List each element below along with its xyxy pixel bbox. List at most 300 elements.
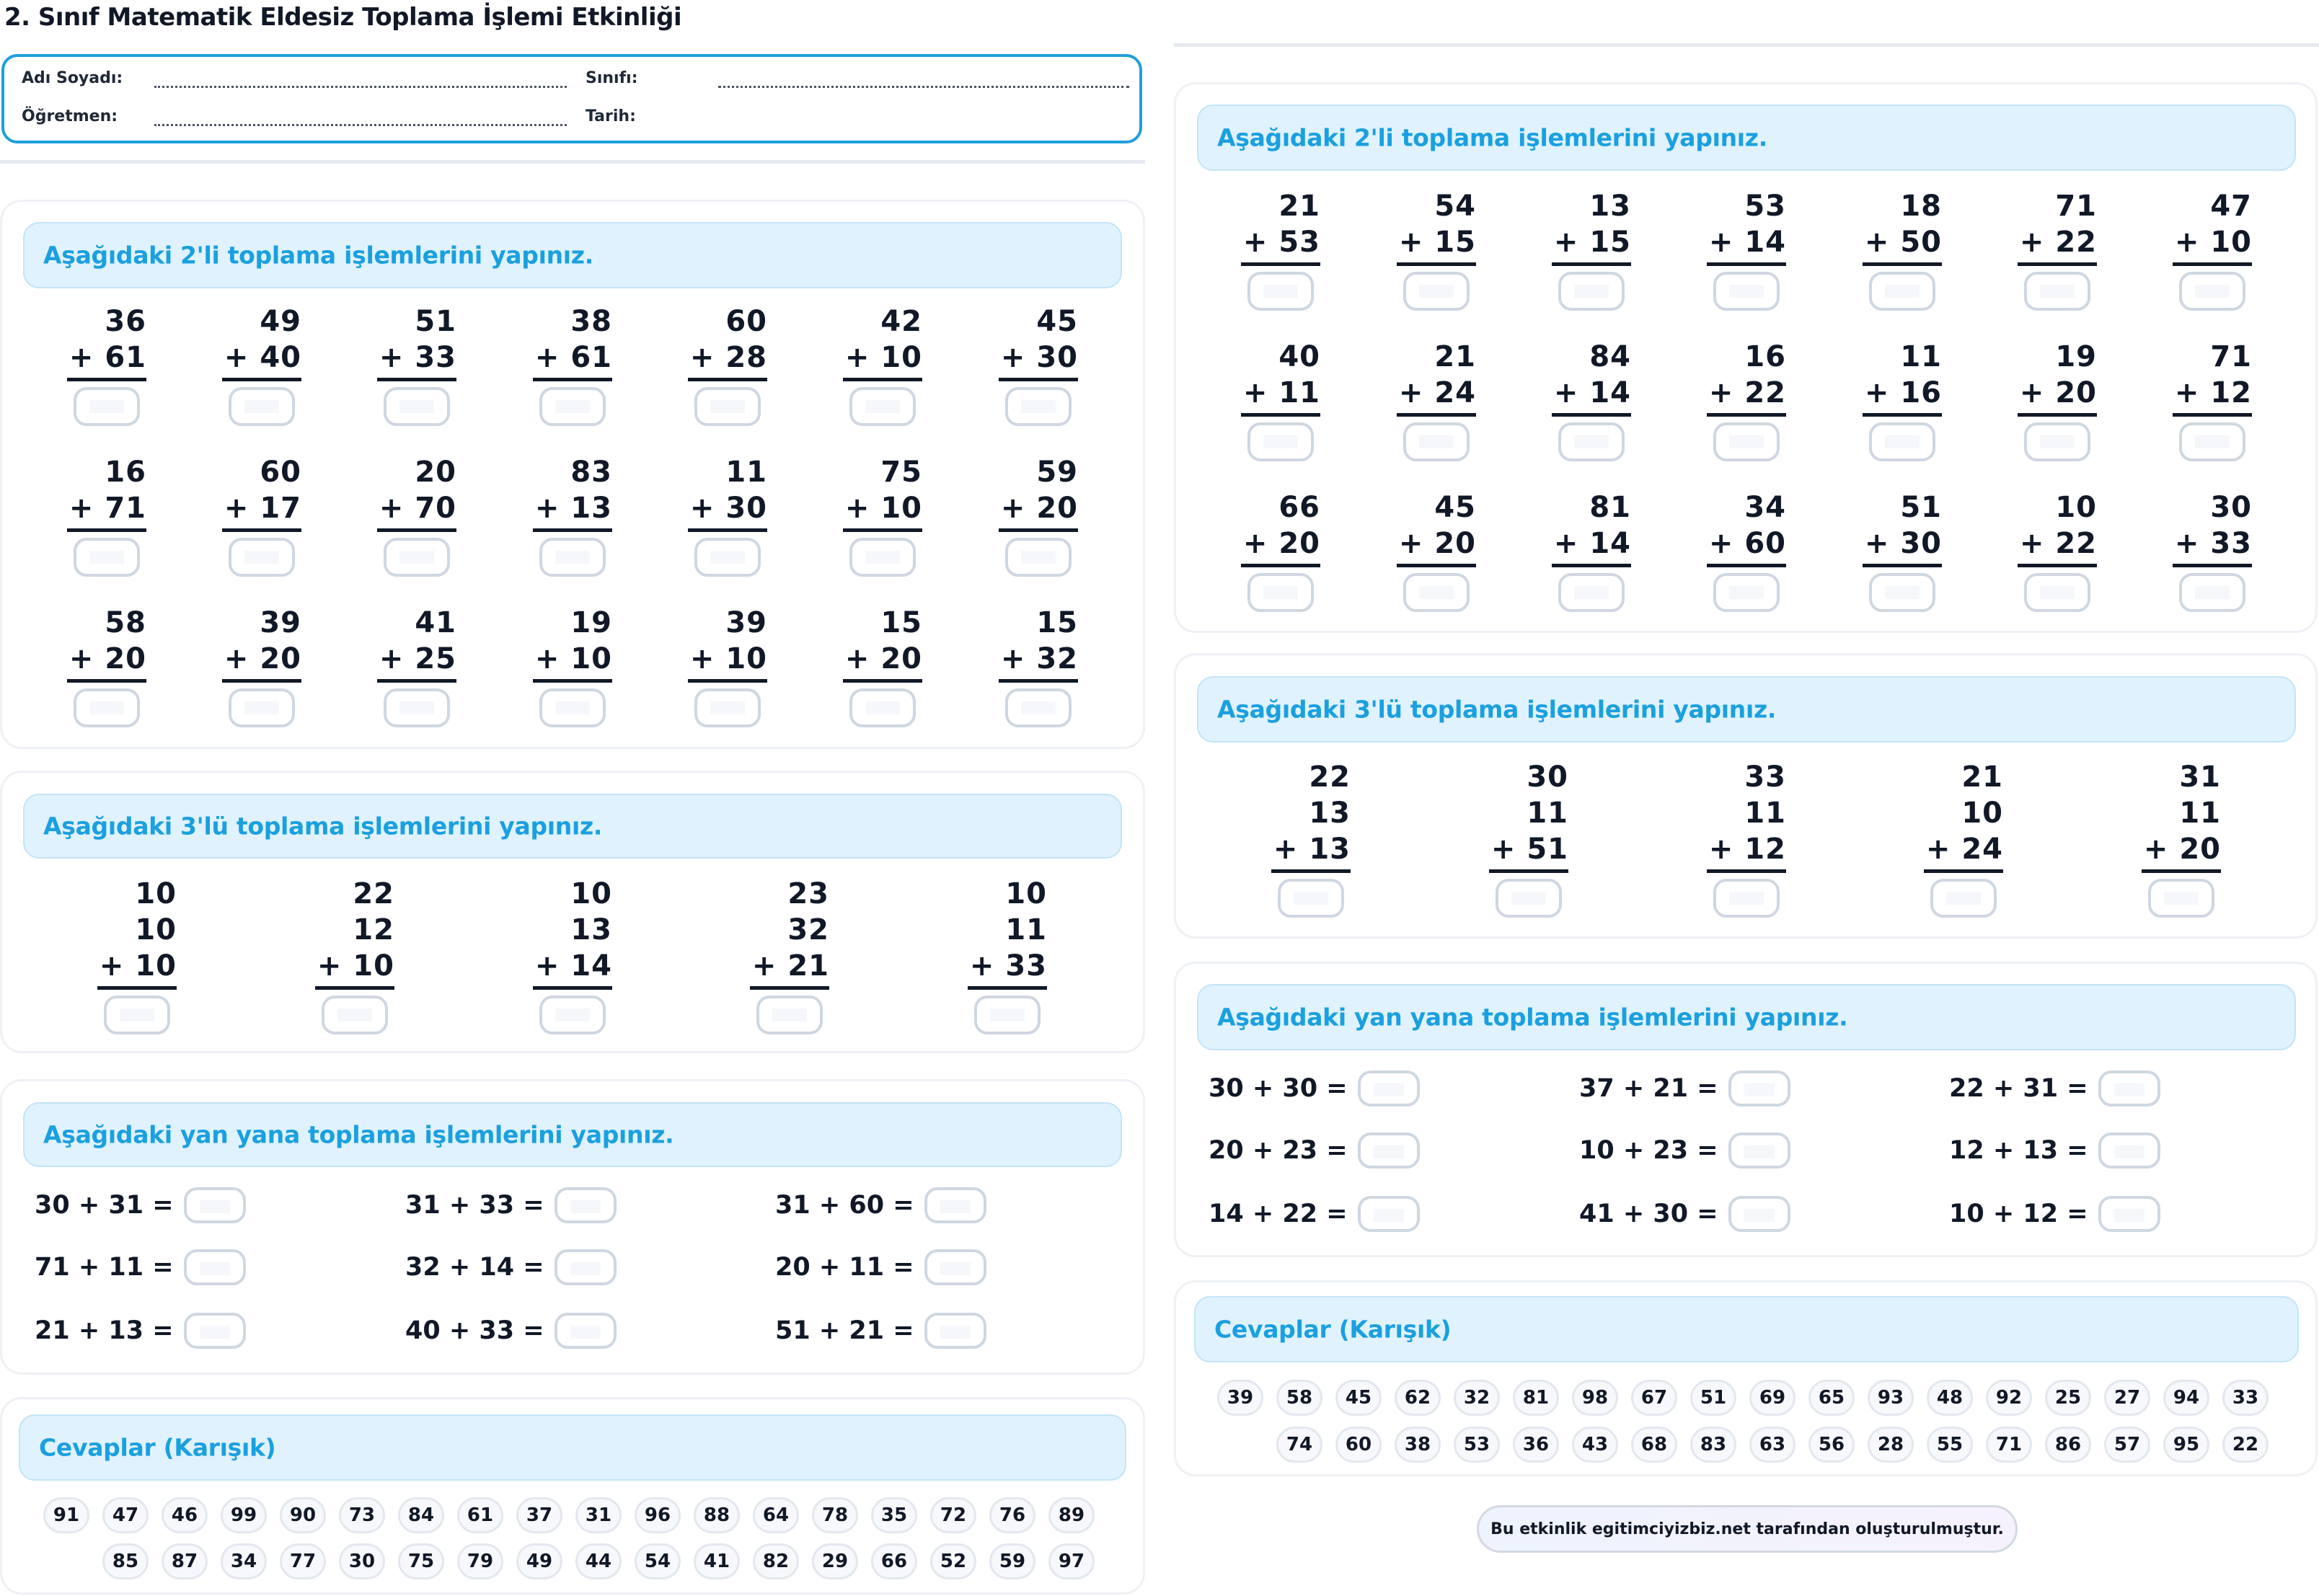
sum-line [1241,413,1320,417]
answer-chip: 49 [516,1543,562,1579]
addend-with-plus: + 10 [99,949,177,983]
addend: 42 [880,305,922,338]
answer-box[interactable] [924,1249,986,1285]
addend: 84 [1589,340,1631,373]
addition-problem [843,454,922,577]
answer-chip: 75 [398,1543,444,1579]
addend-with-plus: + 22 [2019,527,2097,560]
answer-chip: 94 [2163,1380,2209,1416]
sum-line [999,528,1078,532]
sum-line [1863,413,1942,417]
addend: 59 [1036,456,1078,489]
addend: 45 [1434,491,1476,524]
sum-line [377,378,456,381]
answer-chip: 55 [1927,1427,1973,1463]
answer-box[interactable] [384,688,450,727]
answer-box[interactable] [756,996,823,1034]
answer-box[interactable] [74,387,140,426]
answer-box[interactable] [229,538,295,577]
addition-problem [1707,489,1786,612]
answer-box[interactable] [924,1187,986,1223]
answer-chip: 98 [1572,1380,1618,1416]
addend-with-plus: + 14 [1553,527,1631,560]
section-heading-text: Aşağıdaki 2'li toplama işlemlerini yapınız. [43,241,593,270]
addition-problem [222,454,301,577]
answer-chip: 90 [280,1497,326,1533]
answer-box[interactable] [1728,1070,1790,1107]
teacher-field[interactable] [154,124,567,126]
addition-problem [843,605,922,727]
addition-problem [222,303,301,426]
addition-problem [1707,759,1786,918]
answer-box[interactable] [1930,879,1997,918]
answer-chip: 27 [2104,1380,2150,1416]
answer-box[interactable] [694,387,761,426]
answer-box[interactable] [229,387,295,426]
addend: 18 [1900,190,1942,223]
section-heading [1197,984,2296,1050]
horizontal-problem [1949,1070,2160,1107]
sum-line [1924,869,2003,873]
addend-with-plus: + 12 [2174,376,2252,409]
answer-box[interactable] [2098,1196,2160,1232]
sum-line [377,679,456,683]
answer-box[interactable] [2179,422,2245,461]
addend-with-plus: + 13 [534,492,612,525]
divider [1174,43,2319,47]
answer-box[interactable] [1713,573,1780,612]
addend-with-plus: + 61 [534,341,612,374]
addend-with-plus: + 30 [1864,527,1942,560]
sum-line [222,679,301,683]
sum-line [97,986,177,990]
addend: 19 [570,606,612,639]
horizontal-problem [1209,1132,1420,1169]
horizontal-problem [35,1313,246,1349]
addend: 12 [353,913,394,946]
addend: 39 [260,606,301,639]
addition-problem [1397,489,1476,612]
sum-line [2018,413,2097,417]
divider [0,160,1145,164]
sum-line [222,528,301,532]
addition-problem [97,876,177,1034]
addend: 30 [2210,491,2252,524]
addend-with-plus: + 20 [1242,527,1320,560]
answer-box[interactable] [2098,1070,2160,1107]
answer-chip: 67 [1631,1380,1677,1416]
sum-line [533,528,612,532]
addend: 51 [415,305,456,338]
answer-chip: 60 [1335,1427,1382,1463]
answer-chip: 53 [1454,1427,1500,1463]
answer-chip: 31 [575,1497,622,1533]
addend: 71 [2210,340,2252,373]
answer-chip: 32 [1454,1380,1500,1416]
answer-box[interactable] [184,1249,246,1285]
addition-problem [1924,759,2003,918]
sum-line [1707,869,1786,873]
answer-box[interactable] [1728,1132,1790,1169]
addition-problem [2018,339,2097,461]
addend: 38 [570,305,612,338]
answer-chip: 63 [1749,1427,1795,1463]
answer-box[interactable] [2024,272,2090,311]
addend: 22 [1309,761,1351,794]
addition-problem [533,605,612,727]
equation: 30 + 30 = [1209,1074,1348,1103]
addend-with-plus: + 33 [2174,527,2252,560]
answer-box[interactable] [1278,879,1344,918]
answer-box[interactable] [1728,1196,1790,1232]
addend-with-plus: + 20 [224,642,301,675]
addend: 41 [415,606,456,639]
answer-box[interactable] [1558,272,1625,311]
addend: 60 [260,456,301,489]
addition-problem [1241,339,1320,461]
answer-chip: 57 [2104,1427,2150,1463]
addend: 15 [880,606,922,639]
section-heading [23,794,1122,859]
sum-line [2018,262,2097,266]
answer-box[interactable] [694,538,761,577]
answer-box[interactable] [1005,538,1072,577]
addition-problem [2173,489,2252,612]
addition-problem [750,876,829,1034]
addend-with-plus: + 22 [2019,226,2097,259]
sum-line [2142,869,2221,873]
class-field[interactable] [718,86,1129,88]
addition-problem [999,605,1078,727]
sum-line [1707,564,1786,567]
addend: 34 [1744,491,1786,524]
answer-chip: 62 [1395,1380,1441,1416]
addend-with-plus: + 22 [1708,376,1786,409]
addition-problem [1241,188,1320,311]
addend-with-plus: + 10 [844,341,922,374]
addend: 11 [2179,797,2221,830]
sum-line [67,378,146,381]
answer-row [43,1497,1095,1533]
answer-chip: 43 [1572,1427,1618,1463]
answer-box[interactable] [74,538,140,577]
answer-chip: 56 [1808,1427,1855,1463]
answer-box[interactable] [539,688,606,727]
sum-line [2173,413,2252,417]
addition-problem [1397,188,1476,311]
addition-problem [2173,188,2252,311]
addend-with-plus: + 20 [1000,492,1078,525]
answer-chip: 47 [102,1497,149,1533]
answer-box[interactable] [184,1313,246,1349]
addition-problem [688,605,767,727]
horizontal-problem [1209,1070,1420,1107]
answer-box[interactable] [1358,1070,1420,1107]
answer-chip: 22 [2222,1427,2269,1463]
answer-box[interactable] [2098,1132,2160,1169]
sum-line [2173,564,2252,567]
equation: 22 + 31 = [1949,1074,2088,1103]
answer-chip: 83 [1690,1427,1736,1463]
date-label: Tarih: [586,107,636,125]
addend: 11 [1005,913,1047,946]
answer-box[interactable] [2179,272,2245,311]
addition-problem [1241,489,1320,612]
addend: 45 [1036,305,1078,338]
sum-line [843,679,922,683]
addend-with-plus: + 40 [224,341,301,374]
answer-box[interactable] [1869,573,1935,612]
addend-with-plus: + 51 [1490,833,1568,866]
answer-chip: 28 [1868,1427,1914,1463]
section-heading-text: Aşağıdaki 3'lü toplama işlemlerini yapınız. [43,812,603,841]
answer-chip: 72 [930,1497,976,1533]
answer-chip: 25 [2045,1380,2091,1416]
answer-chip: 77 [280,1543,326,1579]
addend: 15 [1036,606,1078,639]
addition-problem [1552,188,1631,311]
answer-chip: 48 [1927,1380,1973,1416]
addend-with-plus: + 20 [1398,527,1476,560]
section-heading-text: Cevaplar (Karışık) [1214,1315,1452,1344]
addition-problem [2018,489,2097,612]
addend: 60 [725,305,767,338]
answer-box[interactable] [1403,573,1470,612]
name-field[interactable] [154,86,567,88]
addend: 53 [1744,190,1786,223]
answer-chip: 66 [871,1543,917,1579]
addend: 51 [1900,491,1942,524]
addend-with-plus: + 10 [2174,226,2252,259]
answer-box[interactable] [2179,573,2245,612]
answer-box[interactable] [1005,688,1072,727]
equation: 31 + 60 = [775,1191,914,1220]
answer-chip: 34 [221,1543,267,1579]
equation: 31 + 33 = [405,1191,544,1220]
answer-box[interactable] [555,1249,617,1285]
answer-chip: 84 [398,1497,444,1533]
student-info-box [1,54,1142,143]
sum-line [688,528,767,532]
addend-with-plus: + 20 [69,642,146,675]
answer-box[interactable] [1403,422,1470,461]
horizontal-problem [1579,1196,1790,1232]
answer-box[interactable] [1496,879,1562,918]
addition-problem [999,303,1078,426]
answer-chip: 88 [694,1497,740,1533]
addend: 10 [2055,491,2097,524]
answer-box[interactable] [1558,573,1625,612]
answer-chip: 59 [989,1543,1035,1579]
addition-problem [1707,188,1786,311]
answer-chip: 79 [457,1543,503,1579]
answer-box[interactable] [384,387,450,426]
answer-box[interactable] [694,688,761,727]
answer-box[interactable] [1713,272,1780,311]
sum-line [750,986,829,990]
answer-chip: 45 [1335,1380,1382,1416]
answer-chip: 38 [1395,1427,1441,1463]
answer-box[interactable] [1247,422,1314,461]
sum-line [1552,413,1631,417]
addition-problem [67,303,146,426]
addend: 33 [1744,761,1786,794]
page-title: 2. Sınıf Matematik Eldesiz Toplama İşlemi Etkinliği [4,3,682,32]
answer-box[interactable] [384,538,450,577]
addend: 11 [1744,797,1786,830]
answer-chip: 69 [1749,1380,1795,1416]
sum-line [688,378,767,381]
answer-box[interactable] [1247,272,1314,311]
addend: 20 [415,456,456,489]
sum-line [315,986,394,990]
answer-box[interactable] [1403,272,1470,311]
addend: 19 [2055,340,2097,373]
addend: 11 [1527,797,1568,830]
equation: 10 + 12 = [1949,1200,2088,1228]
addition-problem [67,454,146,577]
addition-problem [1397,339,1476,461]
addition-problem [1552,339,1631,461]
answer-box[interactable] [1869,422,1935,461]
sum-line [1397,262,1476,266]
addition-problem [315,876,394,1034]
answer-box[interactable] [2148,879,2214,918]
answer-box[interactable] [2024,573,2090,612]
addend-with-plus: + 10 [689,642,767,675]
sum-line [1241,564,1320,567]
equation: 20 + 23 = [1209,1136,1348,1165]
addend: 58 [105,606,146,639]
answer-box[interactable] [555,1187,617,1223]
teacher-label: Öğretmen: [22,107,118,125]
addend: 36 [105,305,146,338]
answer-box[interactable] [184,1187,246,1223]
answer-box[interactable] [974,996,1041,1034]
answer-box[interactable] [1247,573,1314,612]
horizontal-problem [775,1313,986,1349]
sum-line [377,528,456,532]
horizontal-problem [1579,1070,1790,1107]
answer-row [1276,1427,2269,1463]
addend-with-plus: + 10 [317,949,394,983]
addend-with-plus: + 15 [1398,226,1476,259]
answer-box[interactable] [74,688,140,727]
sum-line [533,986,612,990]
equation: 21 + 13 = [35,1316,174,1345]
addend: 21 [1961,761,2003,794]
addend: 13 [1589,190,1631,223]
addend-with-plus: + 60 [1708,527,1786,560]
sum-line [222,378,301,381]
answer-box[interactable] [1713,879,1780,918]
addend: 32 [787,913,829,946]
section-heading-text: Aşağıdaki 2'li toplama işlemlerini yapınız. [1217,123,1767,152]
sum-line [1863,262,1942,266]
addition-problem [377,605,456,727]
answer-chip: 35 [871,1497,917,1533]
answer-box[interactable] [924,1313,986,1349]
answer-chip: 73 [339,1497,385,1533]
answer-chip: 97 [1048,1543,1095,1579]
addition-problem [1863,489,1942,612]
answer-row [1217,1380,2269,1416]
answer-box[interactable] [1558,422,1625,461]
answer-box[interactable] [555,1313,617,1349]
addition-problem [533,303,612,426]
answer-chip: 81 [1513,1380,1559,1416]
equation: 10 + 23 = [1579,1136,1718,1165]
addend-with-plus: + 12 [1708,833,1786,866]
equation: 14 + 22 = [1209,1200,1348,1228]
answer-box[interactable] [104,996,170,1034]
sum-line [843,378,922,381]
sum-line [1489,869,1568,873]
equation: 32 + 14 = [405,1253,544,1282]
answer-chip: 29 [812,1543,858,1579]
sum-line [1397,413,1476,417]
answer-box[interactable] [229,688,295,727]
answer-box[interactable] [1005,387,1072,426]
addend-with-plus: + 14 [1553,376,1631,409]
sum-line [999,679,1078,683]
sum-line [2173,262,2252,266]
addend-with-plus: + 21 [751,949,829,983]
answer-box[interactable] [1869,272,1935,311]
addend-with-plus: + 32 [1000,642,1078,675]
answer-box[interactable] [849,538,916,577]
addend: 10 [135,877,177,910]
footer-credit: Bu etkinlik egitimciyizbiz.net tarafından oluşturulmuştur. [1477,1505,2018,1553]
answer-box[interactable] [1713,422,1780,461]
addition-problem [688,303,767,426]
sum-line [1397,564,1476,567]
addend: 11 [1900,340,1942,373]
answer-box[interactable] [539,538,606,577]
addend: 10 [570,877,612,910]
addend-with-plus: + 70 [379,492,456,525]
answer-box[interactable] [322,996,388,1034]
answer-box[interactable] [539,996,606,1034]
answer-box[interactable] [849,688,916,727]
answer-box[interactable] [2024,422,2090,461]
addend-with-plus: + 25 [379,642,456,675]
answer-box[interactable] [849,387,916,426]
sum-line [968,986,1047,990]
answer-box[interactable] [1358,1132,1420,1169]
sum-line [1707,262,1786,266]
sum-line [1271,869,1351,873]
addend: 10 [135,913,177,946]
answer-box[interactable] [1358,1196,1420,1232]
addition-problem [2173,339,2252,461]
section-heading [1197,676,2296,742]
addition-problem [533,454,612,577]
equation: 51 + 21 = [775,1316,914,1345]
sum-line [688,679,767,683]
addend: 54 [1434,190,1476,223]
equation: 40 + 33 = [405,1316,544,1345]
addend-with-plus: + 53 [1242,226,1320,259]
addition-problem [1271,759,1351,918]
answer-chip: 54 [635,1543,681,1579]
addend-with-plus: + 24 [1925,833,2003,866]
answer-chip: 52 [930,1543,976,1579]
horizontal-problem [405,1249,617,1285]
addend: 75 [880,456,922,489]
section-heading-text: Aşağıdaki yan yana toplama işlemlerini yapınız. [43,1120,674,1149]
answer-box[interactable] [539,387,606,426]
